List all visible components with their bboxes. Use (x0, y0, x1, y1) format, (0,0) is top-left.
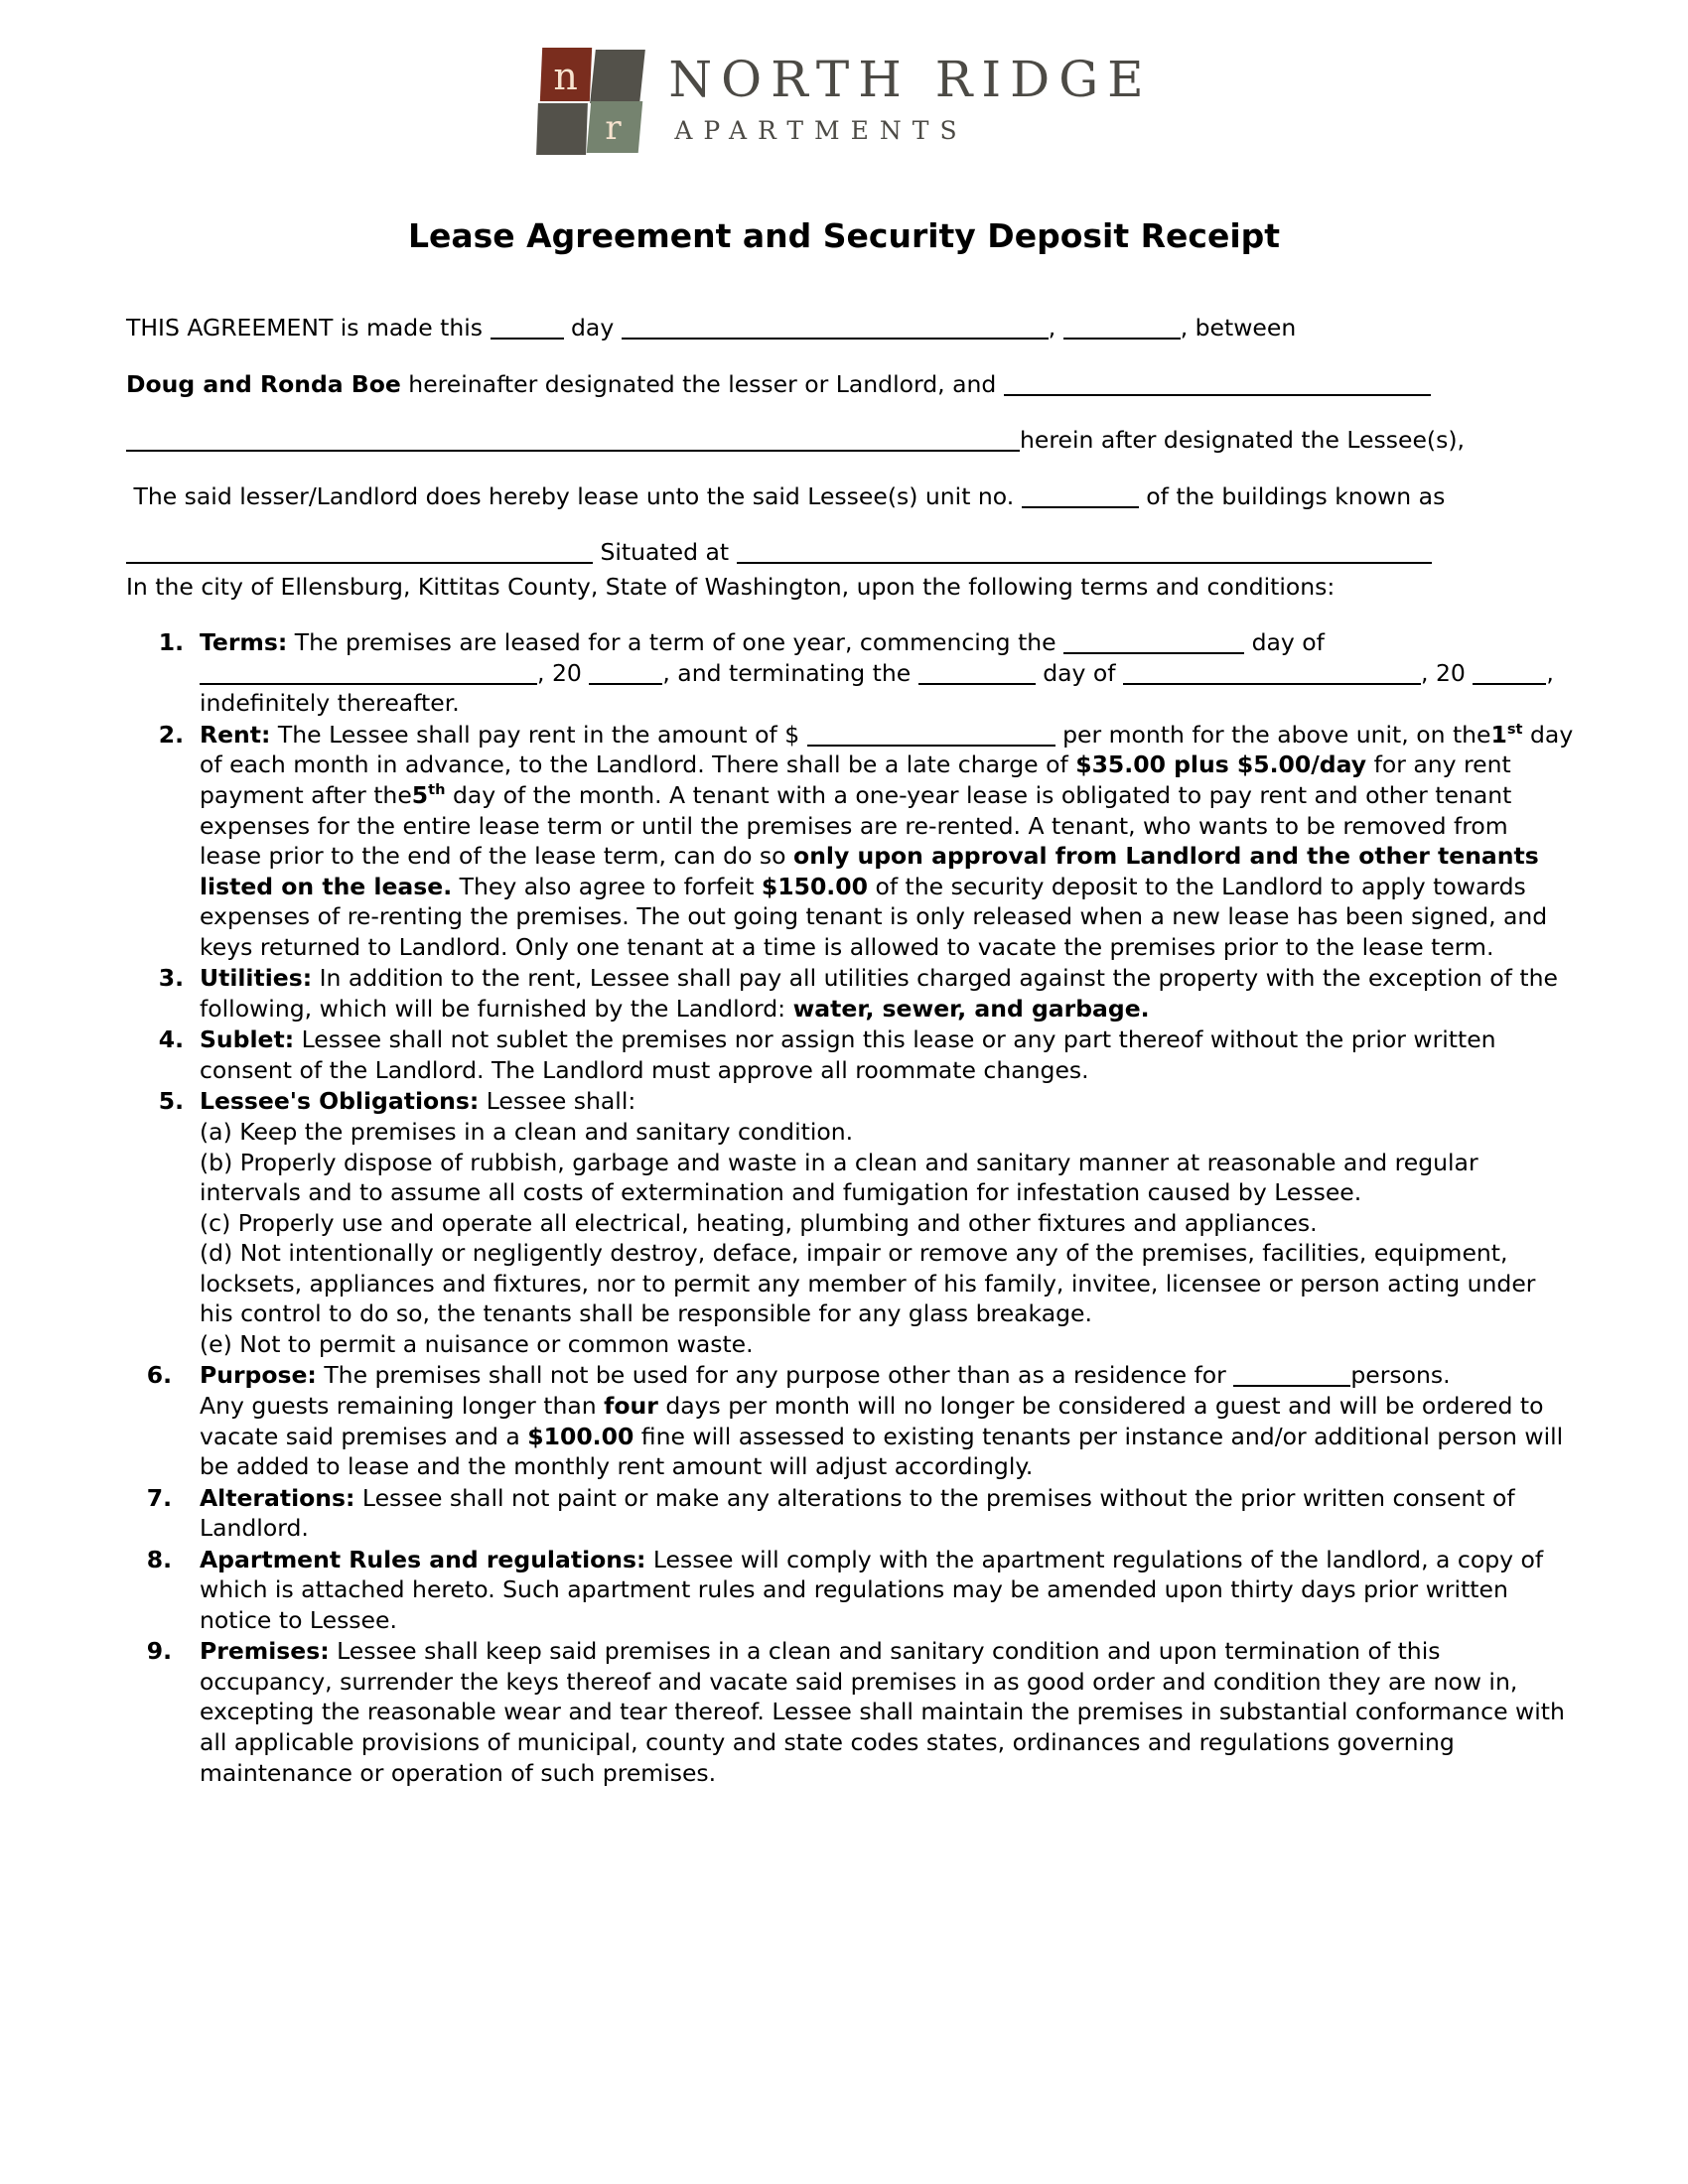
terms-text-b: day of (1251, 628, 1325, 657)
commence-month-blank-field[interactable] (200, 665, 537, 685)
forfeit-amount: $150.00 (761, 872, 868, 900)
brand-name: NORTH RIDGE (668, 51, 1153, 109)
utilities-text-a: In addition to the rent, Lessee shall pay all utilities charged against the property with the exception of the following, which will be furnished by the Landlord: (200, 964, 1558, 1023)
terms-text-a: The premises are leased for a term of one year, commencing the (294, 628, 1056, 657)
obligation-item-e: (e) Not to permit a nuisance or common waste. (200, 1329, 754, 1358)
unit-number-blank-field[interactable] (1022, 488, 1139, 508)
intro-text-3: , between (1180, 314, 1297, 341)
logo-quadrant-bottom-left (536, 103, 588, 155)
term-item-utilities (126, 963, 1574, 1024)
intro-text-5: herein after designated the Lessee(s), (1020, 426, 1465, 455)
obligation-item-a: (a) Keep the premises in a clean and sanitary condition. (200, 1118, 854, 1147)
intro-line-unit (126, 481, 1574, 512)
logo-letter-n: n (553, 55, 578, 98)
document-body (114, 313, 1574, 1788)
term-heading-terms: Terms: (200, 628, 288, 657)
logo-letter-r: r (605, 108, 622, 148)
intro-text-8: Situated at (600, 538, 730, 567)
terminate-year-blank-field[interactable] (1473, 665, 1546, 685)
term-item-purpose (126, 1360, 1574, 1481)
commence-year-blank-field[interactable] (589, 665, 662, 685)
term-item-premises (126, 1636, 1574, 1788)
rent-day-first: 1 (1490, 720, 1507, 749)
purpose-text-b: persons. (1350, 1361, 1451, 1390)
rent-text-g: of the security deposit to the Landlord to apply towards expenses of re-renting the premises. The out going tenant is only released when a new lease has been signed, and keys returned to Landlord. Only one tenant at a time is allowed to vacate the premises prior to the lease term. (200, 872, 1548, 961)
terminate-day-blank-field[interactable] (918, 665, 1036, 685)
late-charge-amount: $35.00 plus $5.00/day (1075, 751, 1367, 779)
lessee-name-blank-field[interactable] (1004, 376, 1431, 396)
intro-line-lessee-designation (126, 425, 1574, 456)
term-heading-apartment-rules: Apartment Rules and regulations: (200, 1545, 646, 1573)
logo-quadrant-top-right (591, 50, 646, 103)
rent-text-c: day of each month in advance, to the Landlord. There shall be a late charge of (200, 720, 1574, 779)
year-blank-field[interactable] (1063, 320, 1181, 340)
purpose-text-c: Any guests remaining longer than (200, 1391, 597, 1420)
building-name-blank-field[interactable] (126, 544, 593, 564)
intro-comma-1: , (1048, 314, 1056, 341)
terms-text-g: , 20 (1421, 658, 1466, 687)
brand-header (0, 0, 1688, 155)
intro-text-4: hereinafter designated the lesser or Landlord, and (408, 369, 997, 398)
term-heading-purpose: Purpose: (200, 1361, 317, 1390)
purpose-text-e: fine will assessed to existing tenants per instance and/or additional person will be added to lease and the monthly rent amount will adjust accordingly. (200, 1422, 1564, 1481)
alterations-text-a: Lessee shall not paint or make any alterations to the premises without the prior written consent of Landlord. (200, 1483, 1515, 1543)
obligation-item-c: (c) Properly use and operate all electrical, heating, plumbing and other fixtures and appliances. (200, 1208, 1318, 1237)
city-state-text: In the city of Ellensburg, Kittitas County, State of Washington, upon the following terms and conditions: (126, 572, 1336, 601)
terms-text-c: , (537, 658, 545, 687)
purpose-guest-paragraph (200, 1391, 1574, 1482)
rent-day-first-suffix: st (1506, 721, 1523, 739)
guest-day-limit: four (604, 1391, 658, 1420)
occupant-count-blank-field[interactable] (1233, 1367, 1350, 1387)
commence-day-blank-field[interactable] (1063, 634, 1244, 654)
landlord-name: Doug and Ronda Boe (126, 369, 401, 398)
brand-wordmark (668, 51, 1153, 145)
sublet-text-a: Lessee shall not sublet the premises nor assign this lease or any part thereof without the prior written consent of the Landlord. The Landlord must approve all roommate changes. (200, 1025, 1496, 1084)
intro-text-2: day (571, 314, 615, 341)
north-ridge-logo-icon (535, 44, 642, 155)
page-title: Lease Agreement and Security Deposit Receipt (407, 216, 1281, 255)
brand-subtitle: APARTMENTS (674, 115, 968, 145)
term-heading-rent: Rent: (200, 720, 271, 749)
term-item-lessee-obligations (126, 1086, 1574, 1359)
intro-line-landlord (126, 369, 1574, 400)
rent-grace-day: 5 (411, 781, 429, 810)
terms-list (126, 627, 1574, 1788)
term-item-rent (126, 720, 1574, 962)
term-item-alterations (126, 1483, 1574, 1544)
terms-text-f: day of (1043, 658, 1116, 687)
intro-line-city (126, 572, 1574, 603)
purpose-text-a: The premises shall not be used for any purpose other than as a residence for (324, 1361, 1226, 1390)
rent-amount-blank-field[interactable] (807, 727, 1055, 747)
rent-text-e: day of the month. A tenant with a one-year lease is obligated to pay rent and other tenant expenses for the entire lease term or until the premises are re-rented. A tenant, who wants to be removed from lease prior to the end of the lease term, can do so (200, 781, 1512, 871)
premises-text-a: Lessee shall keep said premises in a clean and sanitary condition and upon termination of this occupancy, surrender the keys thereof and vacate said premises in as good order and condition they are now in, excepting the reasonable wear and tear thereof. Lessee shall maintain the premises in substantial conformance with all applicable provisions of municipal, county and state codes states, ordinances and regulations governing maintenance or operation of such premises. (200, 1637, 1565, 1787)
term-heading-utilities: Utilities: (200, 964, 313, 993)
rent-text-a: The Lessee shall pay rent in the amount of $ (277, 720, 800, 749)
intro-line-date (126, 313, 1574, 343)
terminate-month-blank-field[interactable] (1123, 665, 1421, 685)
term-heading-obligations: Lessee's Obligations: (200, 1087, 480, 1116)
terms-text-e: , and terminating the (662, 658, 912, 687)
term-item-apartment-rules (126, 1545, 1574, 1636)
rent-text-f: They also agree to forfeit (459, 872, 755, 900)
intro-text-7: of the buildings known as (1146, 481, 1446, 510)
terms-text-d: 20 (551, 658, 582, 687)
rent-grace-day-suffix: th (428, 781, 446, 799)
rent-text-d: for any rent payment after the (200, 751, 1511, 810)
rent-text-b: per month for the above unit, on the (1062, 720, 1491, 749)
term-heading-premises: Premises: (200, 1637, 330, 1666)
purpose-text-d: days per month will no longer be considered a guest and will be ordered to vacate said premises and a (200, 1391, 1544, 1450)
obligation-item-b: (b) Properly dispose of rubbish, garbage and waste in a clean and sanitary manner at reasonable and regular intervals and to assume all costs of extermination and fumigation for infestation caused by Lessee. (200, 1148, 1478, 1207)
terms-text-h: , indefinitely thereafter. (200, 658, 1554, 718)
apartment-rules-text-a: Lessee will comply with the apartment regulations of the landlord, a copy of which is attached hereto. Such apartment rules and regulations may be amended upon thirty days prior written notice to Lessee. (200, 1545, 1544, 1634)
approval-requirement: only upon approval from Landlord and the other tenants listed on the lease. (200, 842, 1539, 900)
obligations-text-a: Lessee shall: (486, 1087, 636, 1116)
day-blank-field[interactable] (491, 320, 564, 340)
intro-text-1: THIS AGREEMENT is made this (126, 314, 484, 341)
term-item-sublet (126, 1024, 1574, 1085)
month-blank-field[interactable] (622, 320, 1049, 340)
lessee-continuation-blank-field[interactable] (126, 432, 1020, 452)
term-heading-sublet: Sublet: (200, 1025, 295, 1054)
obligation-item-d: (d) Not intentionally or negligently destroy, deface, impair or remove any of the premises, facilities, equipment, locksets, appliances and fixtures, nor to permit any member of his family, invitee, licensee or person acting under his control to do so, the tenants shall be responsible for any glass breakage. (200, 1239, 1536, 1328)
address-blank-field[interactable] (737, 544, 1432, 564)
included-utilities: water, sewer, and garbage. (792, 994, 1150, 1023)
intro-text-6: The said lesser/Landlord does hereby lease unto the said Lessee(s) unit no. (133, 481, 1015, 510)
guest-fine-amount: $100.00 (527, 1422, 634, 1450)
term-item-terms (126, 627, 1574, 719)
term-heading-alterations: Alterations: (200, 1483, 355, 1512)
intro-line-situated (126, 537, 1574, 568)
